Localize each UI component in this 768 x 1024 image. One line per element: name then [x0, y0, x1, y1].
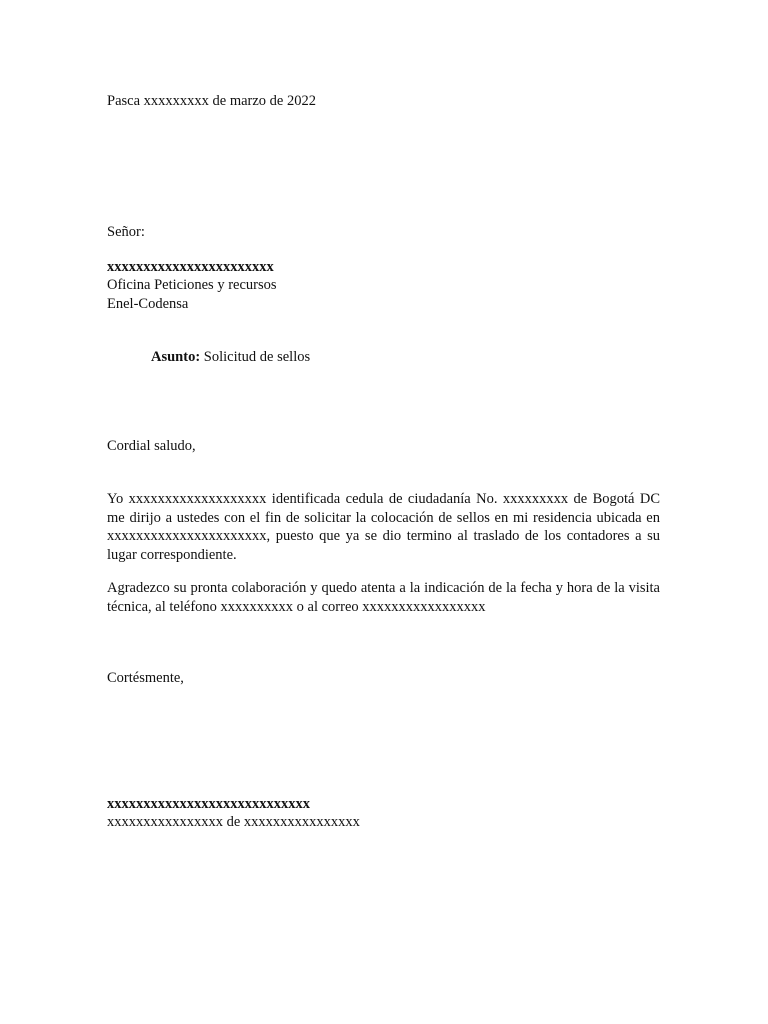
date-line: Pasca xxxxxxxxx de marzo de 2022 — [107, 93, 316, 109]
recipient-company: Enel-Codensa — [107, 296, 189, 312]
recipient-office: Oficina Peticiones y recursos — [107, 277, 277, 293]
greeting: Cordial saludo, — [107, 438, 196, 454]
recipient-name: xxxxxxxxxxxxxxxxxxxxxxx — [107, 259, 274, 275]
subject-text: Solicitud de sellos — [200, 349, 311, 365]
signature-name: xxxxxxxxxxxxxxxxxxxxxxxxxxxx — [107, 796, 310, 812]
body-paragraph-1: Yo xxxxxxxxxxxxxxxxxxx identificada cedula de ciudadanía No. xxxxxxxxx de Bogotá DC me dirijo a ustedes con el fin de solicitar la colocación de sellos en mi residencia ubicada en xxxxxxxxxxxxxxxxxxxxxx, puesto que ya se dio termino al traslado de los contadores a su lugar correspondiente. — [107, 491, 660, 563]
body-paragraph-2: Agradezco su pronta colaboración y quedo atenta a la indicación de la fecha y hora de la visita técnica, al teléfono xxxxxxxxxx o al correo xxxxxxxxxxxxxxxxx — [107, 580, 660, 615]
closing: Cortésmente, — [107, 670, 184, 686]
signature-id-line: xxxxxxxxxxxxxxxx de xxxxxxxxxxxxxxxx — [107, 814, 360, 830]
subject-label: Asunto: — [151, 349, 201, 365]
subject-line — [151, 348, 310, 366]
salutation-title: Señor: — [107, 224, 145, 240]
